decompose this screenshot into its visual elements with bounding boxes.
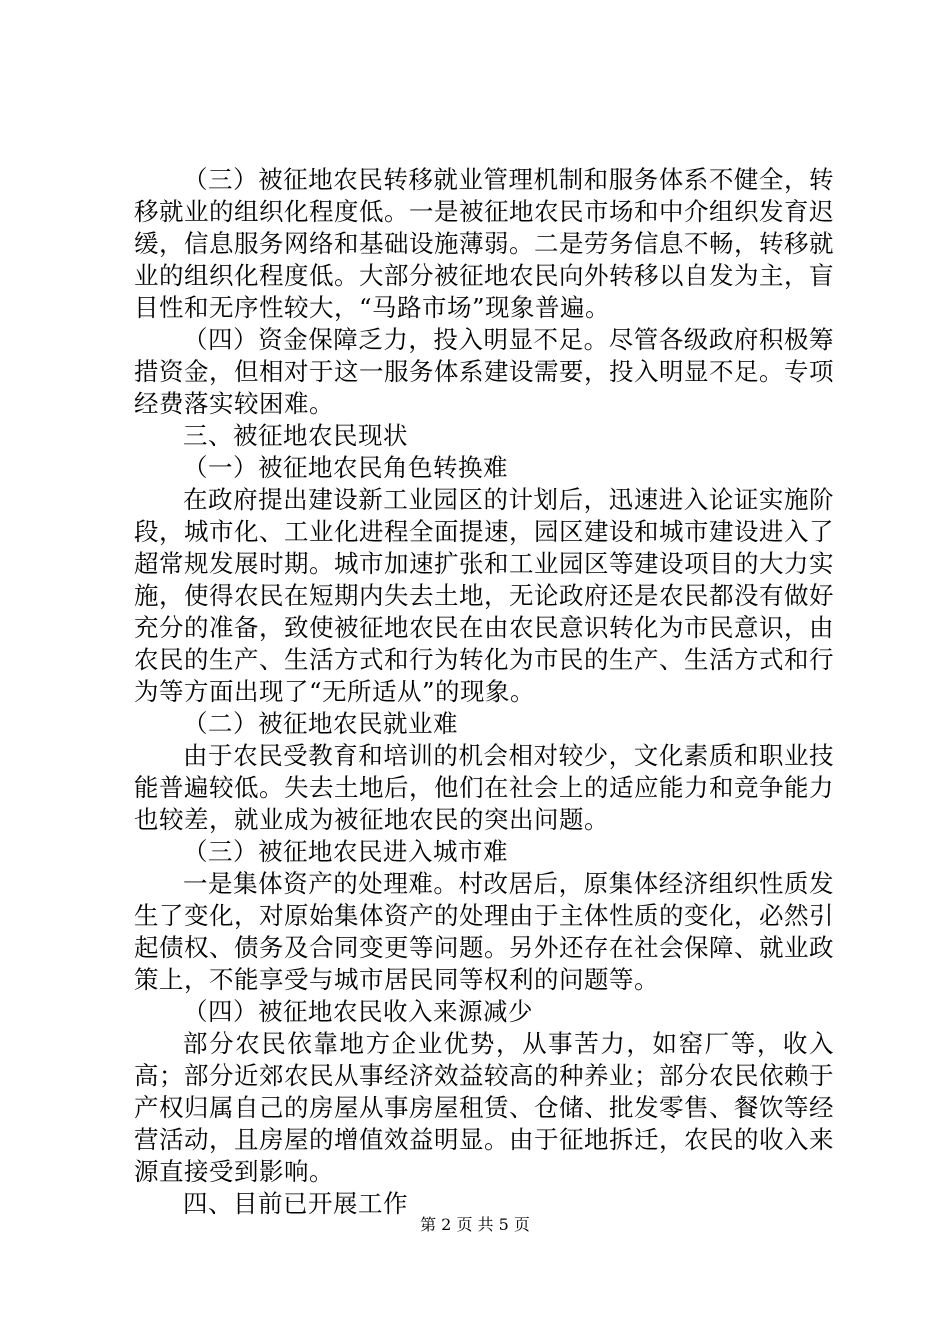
- subheading-role-transition: （一）被征地农民角色转换难: [183, 453, 508, 482]
- paragraph-role-transition: 在政府提出建设新工业园区的计划后，迅速进入论证实施阶段，城市化、工业化进程全面提速，园区建设和城市建设进入了超常规发展时期。城市加速扩张和工业园区等建设项目的大力实施，使得农民在短期内失去土地，无论政府还是农民都没有做好充分的准备，致使被征地农民在由农民意识转化为市民意识，由农民的生产、生活方式和行为转化为市民的生产、生活方式和行为等方面出现了“无所适从”的现象。: [134, 485, 834, 706]
- paragraph-income: 部分农民依靠地方企业优势，从事苦力，如窑厂等，收入高；部分近郊农民从事经济效益较高的种养业；部分农民依赖于产权归属自己的房屋从事房屋租赁、仓储、批发零售、餐饮等经营活动，且房屋的增值效益明显。由于征地拆迁，农民的收入来源直接受到影响。: [134, 1029, 834, 1186]
- paragraph-employment-management: （三）被征地农民转移就业管理机制和服务体系不健全，转移就业的组织化程度低。一是被征地农民市场和中介组织发育迟缓，信息服务网络和基础设施薄弱。二是劳务信息不畅，转移就业的组织化程度低。大部分被征地农民向外转移以自发为主，盲目性和无序性较大，“马路市场”现象普遍。: [134, 165, 834, 322]
- section-heading-work-done: 四、目前已开展工作: [183, 1189, 408, 1218]
- paragraph-funding: （四）资金保障乏力，投入明显不足。尽管各级政府积极筹措资金，但相对于这一服务体系建设需要，投入明显不足。专项经费落实较困难。: [134, 325, 834, 418]
- page-footer: [0, 1215, 950, 1235]
- subheading-employment: （二）被征地农民就业难: [183, 709, 458, 738]
- subheading-entering-city: （三）被征地农民进入城市难: [183, 837, 508, 866]
- paragraph-employment: 由于农民受教育和培训的机会相对较少，文化素质和职业技能普遍较低。失去土地后，他们在社会上的适应能力和竞争能力也较差，就业成为被征地农民的突出问题。: [134, 741, 834, 834]
- document-body: [134, 164, 834, 1220]
- page-number-label: 第 2 页 共 5 页: [420, 1215, 530, 1234]
- subheading-income: （四）被征地农民收入来源减少: [183, 997, 533, 1026]
- section-heading-status: 三、被征地农民现状: [183, 421, 408, 450]
- paragraph-entering-city: 一是集体资产的处理难。村改居后，原集体经济组织性质发生了变化，对原始集体资产的处理由于主体性质的变化，必然引起债权、债务及合同变更等问题。另外还存在社会保障、就业政策上，不能享受与城市居民同等权利的问题等。: [134, 869, 834, 994]
